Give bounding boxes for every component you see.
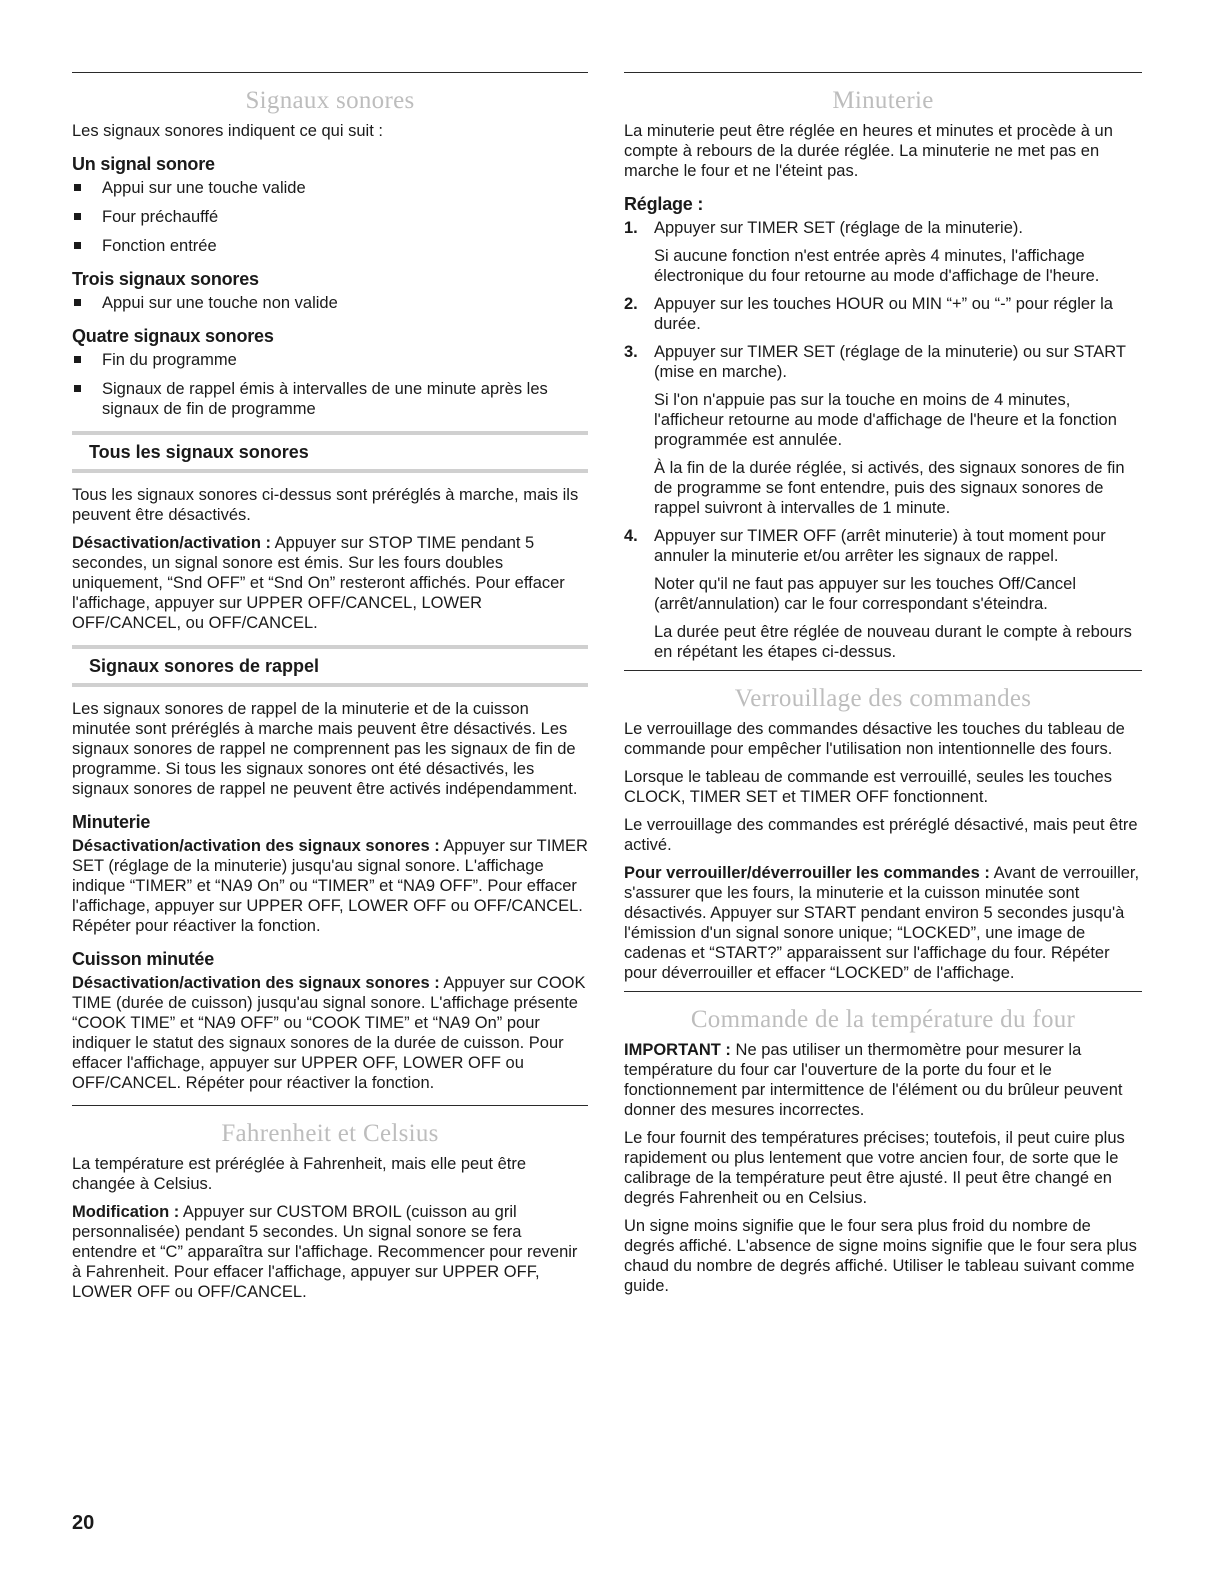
- section-rule: [72, 1105, 588, 1106]
- section-title-signaux: Signaux sonores: [245, 87, 415, 114]
- section-title-verrouillage: Verrouillage des commandes: [734, 685, 1032, 712]
- verrouillage-p2: Lorsque le tableau de commande est verrouillé, seules les touches CLOCK, TIMER SET et TIMER OFF fonctionnent.: [624, 768, 1112, 806]
- temperature-p1: IMPORTANT : Ne pas utiliser un thermomètre pour mesurer la température du four car l'ouverture de la porte du four et le fonctionnement par intermittence de l'élément ou du brûleur peuvent donner des mesures incorrectes.: [624, 1041, 1123, 1119]
- page-number: 20: [72, 1512, 95, 1534]
- list-item: Four préchauffé: [72, 207, 588, 227]
- list-trois-signaux: [72, 293, 588, 313]
- signaux-intro: Les signaux sonores indiquent ce qui suit :: [72, 122, 383, 140]
- section-rule: [72, 72, 588, 73]
- heading-un-signal: Un signal sonore: [72, 154, 215, 174]
- bullet-icon: [74, 242, 81, 249]
- list-item: Appui sur une touche non valide: [72, 293, 588, 313]
- step-item: 4. Appuyer sur TIMER OFF (arrêt minuterie) à tout moment pour annuler la minuterie et/ou arrêter les signaux de rappel. Noter qu'il ne faut pas appuyer sur les touches Off/Cancel (arrêt/annulation) car le four correspondant s'éteindra. La durée peut être réglée de nouveau durant le compte à rebours en répétant les étapes ci-dessus.: [624, 527, 1132, 661]
- fahrenheit-p1: La température est préréglée à Fahrenheit, mais elle peut être changée à Celsius.: [72, 1155, 527, 1193]
- bullet-icon: [74, 213, 81, 220]
- bullet-icon: [74, 184, 81, 191]
- section-title-fahrenheit: Fahrenheit et Celsius: [221, 1120, 439, 1147]
- section-title-minuterie: Minuterie: [832, 87, 934, 114]
- step-item: 3. Appuyer sur TIMER SET (réglage de la minuterie) ou sur START (mise en marche). Si l'on n'appuie pas sur la touche en moins de 4 minutes, l'afficheur retourne au mode d'affichage de l'heure et la fonction programmée est annulée. À la fin de la durée réglée, si activés, des signaux sonores de fin de programme se font entendre, puis des signaux sonores de rappel suivront à intervalles de 1 minute.: [624, 343, 1126, 517]
- section-title-temperature: Commande de la température du four: [690, 1006, 1076, 1033]
- minuterie-intro: La minuterie peut être réglée en heures et minutes et procède à un compte à rebours de la durée réglée. La minuterie ne met pas en marche le four et ne l'éteint pas.: [624, 122, 1113, 180]
- step-item: 1. Appuyer sur TIMER SET (réglage de la minuterie). Si aucune fonction n'est entrée après 4 minutes, l'affichage électronique du four retourne au mode d'affichage de l'heure.: [624, 219, 1100, 285]
- heading-cuisson-minutee: Cuisson minutée: [72, 949, 215, 969]
- temperature-p2: Le four fournit des températures précises; toutefois, il peut cuire plus rapidement ou plus lentement que votre ancien four, de sorte que le calibrage de la température peut être ajusté. Il peut être changé en degrés Fahrenheit ou en Celsius.: [624, 1129, 1125, 1207]
- verrouillage-p1: Le verrouillage des commandes désactive les touches du tableau de commande pour empêcher l'utilisation non intentionnelle des fours.: [624, 720, 1125, 758]
- list-quatre-signaux: [72, 350, 588, 419]
- temperature-p3: Un signe moins signifie que le four sera plus froid du nombre de degrés affiché. L'absence de signe moins signifie que le four sera plus chaud du nombre de degrés affiché. Utiliser le tableau suivant comme guide.: [624, 1217, 1137, 1295]
- list-item: Signaux de rappel émis à intervalles de une minute après les signaux de fin de programme: [72, 379, 588, 419]
- tous-p2: Désactivation/activation : Appuyer sur STOP TIME pendant 5 secondes, un signal sonore est émis. Sur les fours doubles uniquement, “Snd OFF” et “Snd On” resteront affichés. Pour effacer l'affichage, appuyer sur UPPER OFF/CANCEL, LOWER OFF/CANCEL, ou OFF/CANCEL.: [72, 534, 565, 632]
- heading-trois-signaux: Trois signaux sonores: [72, 269, 259, 289]
- minuterie-rappel-text: Désactivation/activation des signaux sonores : Appuyer sur TIMER SET (réglage de la minuterie) jusqu'au signal sonore. L'affichage indique “TIMER” et “NA9 On” ou “TIMER” et “NA9 OFF”. Pour effacer l'affichage, appuyer sur UPPER OFF, LOWER OFF ou OFF/CANCEL. Répéter pour réactiver la fonction.: [72, 837, 588, 935]
- bullet-icon: [74, 356, 81, 363]
- section-rule: [624, 72, 1142, 73]
- subhead-signaux-rappel: Signaux sonores de rappel: [72, 645, 588, 687]
- left-column: [72, 72, 588, 1310]
- section-rule: [624, 991, 1142, 992]
- reglage-steps: [624, 218, 1142, 662]
- list-item: Fonction entrée: [72, 236, 588, 256]
- tous-p1: Tous les signaux sonores ci-dessus sont préréglés à marche, mais ils peuvent être désactivés.: [72, 486, 579, 524]
- verrouillage-p4: Pour verrouiller/déverrouiller les commandes : Avant de verrouiller, s'assurer que les fours, la minuterie et la cuisson minutée sont désactivés. Appuyer sur START pendant environ 5 secondes jusqu'à l'émission d'un signal sonore unique; “LOCKED”, une image de cadenas et “START?” apparaissent sur l'affichage du four. Répéter pour déverrouiller et effacer “LOCKED” de l'affichage.: [624, 864, 1140, 982]
- heading-reglage: Réglage :: [624, 194, 704, 214]
- list-item: Fin du programme: [72, 350, 588, 370]
- fahrenheit-p2: Modification : Appuyer sur CUSTOM BROIL (cuisson au gril personnalisée) pendant 5 secondes. Un signal sonore se fera entendre et “C” apparaîtra sur l'affichage. Recommencer pour revenir à Fahrenheit. Pour effacer l'affichage, appuyer sur UPPER OFF, LOWER OFF ou OFF/CANCEL.: [72, 1203, 578, 1301]
- bullet-icon: [74, 299, 81, 306]
- rappel-p1: Les signaux sonores de rappel de la minuterie et de la cuisson minutée sont préréglés à marche mais peuvent être désactivés. Les signaux sonores de rappel ne comprennent pas les signaux de fin de programme. Si tous les signaux sonores ont été désactivés, les signaux sonores de rappel ne peuvent être activés indépendamment.: [72, 700, 578, 798]
- verrouillage-p3: Le verrouillage des commandes est préréglé désactivé, mais peut être activé.: [624, 816, 1138, 854]
- heading-quatre-signaux: Quatre signaux sonores: [72, 326, 274, 346]
- subhead-tous-signaux: Tous les signaux sonores: [72, 431, 588, 473]
- cuisson-rappel-text: Désactivation/activation des signaux sonores : Appuyer sur COOK TIME (durée de cuisson) jusqu'au signal sonore. L'affichage présente “COOK TIME” et “NA9 OFF” ou “COOK TIME” et “NA9 On” pour indiquer le statut des signaux sonores de la durée de cuisson. Pour effacer l'affichage, appuyer sur UPPER OFF, LOWER OFF ou OFF/CANCEL. Répéter pour réactiver la fonction.: [72, 974, 586, 1092]
- bullet-icon: [74, 385, 81, 392]
- heading-minuterie: Minuterie: [72, 812, 151, 832]
- list-item: Appui sur une touche valide: [72, 178, 588, 198]
- right-column: [624, 72, 1142, 1304]
- step-item: 2. Appuyer sur les touches HOUR ou MIN “+” ou “-” pour régler la durée.: [624, 295, 1113, 333]
- section-rule: [624, 670, 1142, 671]
- list-un-signal: [72, 178, 588, 256]
